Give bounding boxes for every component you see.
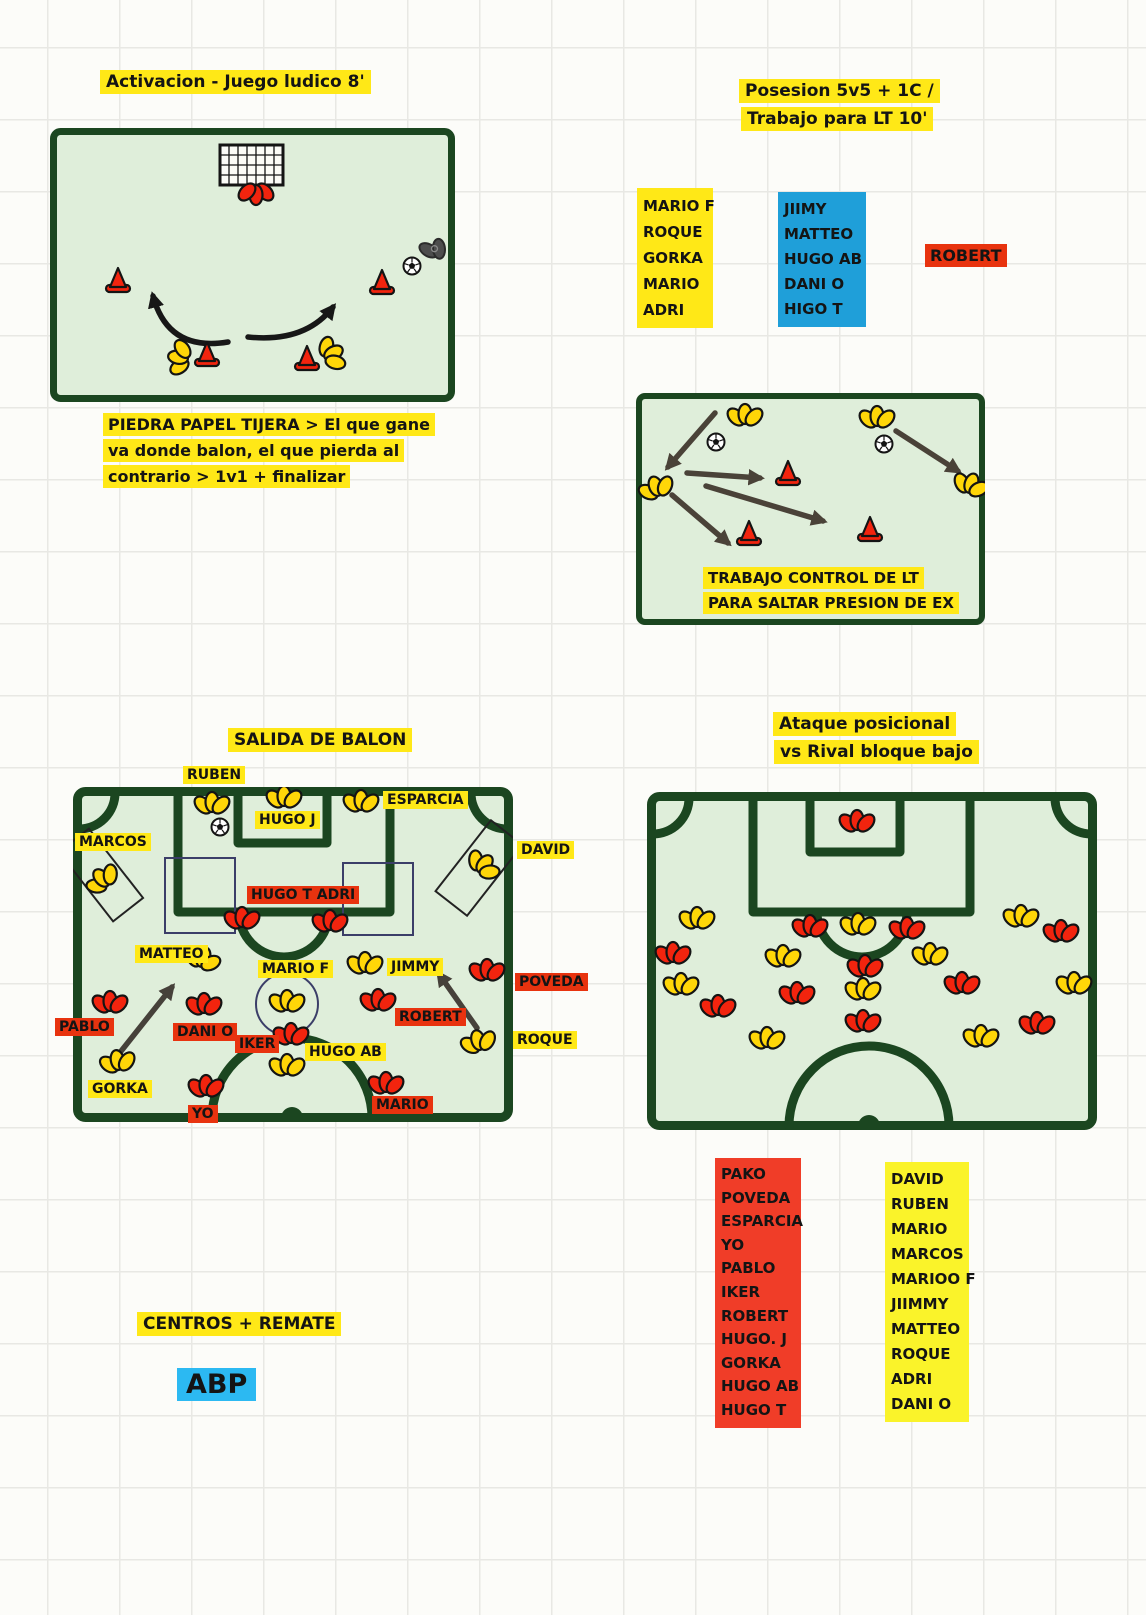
ataque-team-red	[715, 1158, 804, 1428]
ataque-title-line1: Ataque posicional	[773, 712, 956, 736]
ataque-team-yellow	[885, 1162, 976, 1422]
list-item-text: MARCOS	[891, 1245, 964, 1263]
player-label: POVEDA	[515, 973, 588, 991]
possession-field	[636, 393, 985, 625]
activation-title: Activacion - Juego ludico 8'	[100, 70, 371, 94]
list-item-text: ESPARCIA	[721, 1212, 804, 1231]
list-item-text: GORKA	[721, 1353, 781, 1372]
player-label: ESPARCIA	[383, 791, 468, 809]
activation-field	[50, 128, 455, 402]
player-label: ROQUE	[513, 1031, 577, 1049]
list-item-text: PAKO	[721, 1165, 766, 1183]
list-item-text: HUGO AB	[784, 250, 863, 268]
ball-marker	[212, 819, 229, 836]
ball-marker	[404, 258, 421, 275]
possession-title-line1: Posesion 5v5 + 1C /	[739, 79, 940, 103]
player-label: MATTEO	[135, 945, 208, 963]
list-item-text: ADRI	[891, 1370, 933, 1388]
list-item-text: DANI O	[891, 1395, 952, 1413]
list-item-text: MATTEO	[891, 1320, 961, 1338]
player-label: YO	[188, 1105, 218, 1123]
player-label: MARCOS	[75, 833, 151, 851]
player-label: PABLO	[55, 1018, 114, 1036]
player-label: RUBEN	[183, 766, 245, 784]
list-item-text: PIEDRA PAPEL TIJERA > El que gane	[103, 413, 435, 436]
list-item-text: HIGO T	[784, 300, 843, 318]
list-item-text: YO	[721, 1235, 745, 1254]
list-item-text: RUBEN	[891, 1195, 949, 1213]
list-item-text: ROBERT	[721, 1306, 789, 1325]
list-item-text: TRABAJO CONTROL DE LT	[703, 567, 924, 589]
list-item-text: MARIO F	[643, 197, 715, 215]
abp-label: ABP	[177, 1368, 256, 1401]
list-item-text: HUGO AB	[721, 1377, 800, 1396]
list-item-text: contrario > 1v1 + finalizar	[103, 465, 350, 488]
list-item-text: va donde balon, el que pierda al	[103, 439, 404, 462]
list-item-text: DANI O	[784, 275, 845, 293]
list-item-text: ADRI	[643, 301, 685, 319]
list-item-text: JIIMMY	[891, 1295, 949, 1313]
ball-marker	[708, 434, 725, 451]
list-item-text: MATTEO	[784, 225, 854, 243]
list-item-text: MARIO	[891, 1220, 948, 1238]
possession-team-blue	[778, 192, 866, 327]
ataque-title-line2: vs Rival bloque bajo	[774, 740, 979, 764]
player-label: MARIO F	[258, 960, 333, 978]
player-label: HUGO T ADRI	[247, 886, 359, 904]
ataque-field	[647, 792, 1097, 1130]
possession-team-yellow	[637, 188, 713, 328]
list-item-text: ROQUE	[643, 223, 703, 241]
list-item-text: JIIMY	[784, 200, 827, 218]
player-label: GORKA	[88, 1080, 152, 1098]
player-label: ROBERT	[395, 1008, 466, 1026]
ataque-pitch	[647, 792, 1097, 1130]
list-item-text: ROQUE	[891, 1345, 951, 1363]
possession-title-line2: Trabajo para LT 10'	[741, 107, 933, 131]
list-item-text: IKER	[721, 1282, 761, 1301]
player-label: IKER	[235, 1035, 279, 1053]
ball-marker	[876, 436, 893, 453]
player-label: HUGO AB	[305, 1043, 386, 1061]
list-item-text: HUGO T	[721, 1400, 787, 1419]
list-item-text: HUGO. J	[721, 1330, 787, 1349]
list-item-text: MARIOO F	[891, 1270, 976, 1288]
list-item-text: POVEDA	[721, 1188, 791, 1207]
activation-note	[103, 413, 435, 491]
goal	[220, 145, 283, 185]
activation-pitch	[50, 128, 455, 402]
player-label: DANI O	[173, 1023, 237, 1041]
list-item-text: GORKA	[643, 249, 703, 267]
centros-title: CENTROS + REMATE	[137, 1312, 341, 1336]
list-item-text: PABLO	[721, 1259, 776, 1278]
player-label: HUGO J	[255, 811, 320, 829]
list-item-text: MARIO	[643, 275, 700, 293]
player-label: JIMMY	[387, 958, 443, 976]
list-item-text: PARA SALTAR PRESION DE EX	[703, 592, 959, 614]
possession-team-red: ROBERT	[925, 244, 1007, 267]
player-label: DAVID	[517, 841, 574, 859]
player-label: MARIO	[372, 1096, 433, 1114]
possession-field-note	[703, 567, 959, 617]
salida-title: SALIDA DE BALON	[228, 728, 412, 752]
list-item-text: DAVID	[891, 1170, 944, 1188]
